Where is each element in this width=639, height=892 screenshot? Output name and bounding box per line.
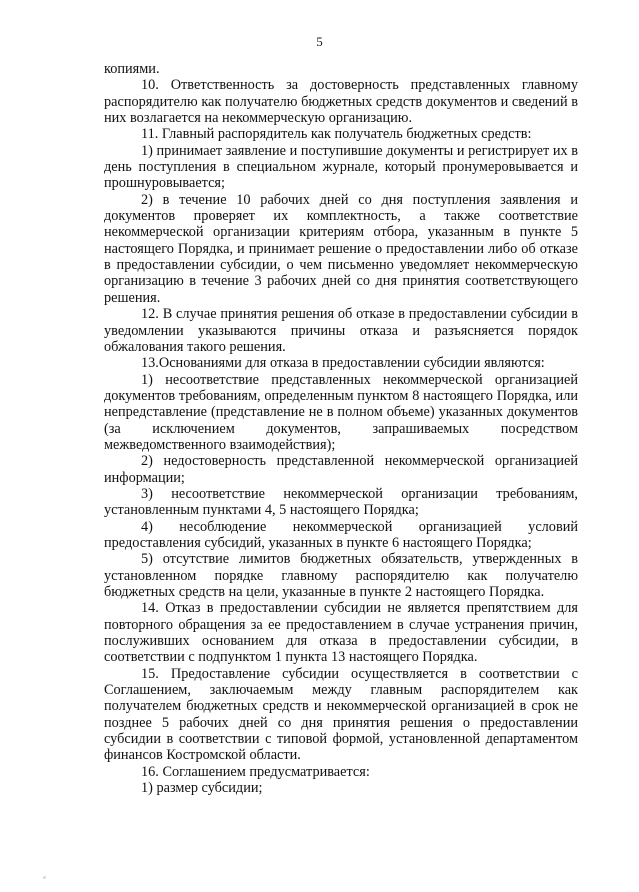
paragraph-continuation: копиями. — [104, 61, 160, 77]
paragraph-item-11-2: 2) в течение 10 рабочих дней со дня поступления заявления и документов проверяет их комплектность, а также соответствие некоммерческой организации критериям отбора, указанным в пункте 5 настоящего Порядка, и принимает решение о предоставлении либо об отказе в предоставлении субсидии, о чем письменно уведомляет некоммерческую организацию в течение 3 рабочих дней со дня принятия соответствующего решения. — [104, 191, 578, 306]
page-number: 5 — [316, 34, 323, 49]
scan-speck — [43, 876, 46, 879]
paragraph-item-11-1: 1) принимает заявление и поступившие документы и регистрирует их в день поступления в специальном журнале, который пронумеровывается и прошнуровывается; — [104, 142, 578, 192]
paragraph-item-13-3: 3) несоответствие некоммерческой организации требованиям, установленным пунктами 4, 5 настоящего Порядка; — [104, 485, 578, 519]
paragraph-item-15: 15. Предоставление субсидии осуществляется в соответствии с Соглашением, заключаемым между главным распорядителем как получателем бюджетных средств и некоммерческой организацией в срок не позднее 5 рабочих дней со дня принятия решения о предоставлении субсидии в соответствии с типовой формой, установленной департаментом финансов Костромской области. — [104, 665, 578, 764]
paragraph-item-13-2: 2) недостоверность представленной некоммерческой организацией информации; — [104, 453, 578, 486]
paragraph-item-13-5: 5) отсутствие лимитов бюджетных обязательств, утвержденных в установленном порядке главному распорядителю как получателю бюджетных средств на цели, указанные в пункте 2 настоящего Порядка. — [104, 551, 578, 600]
document-body — [104, 61, 578, 796]
paragraph-item-11: 11. Главный распорядитель как получатель бюджетных средств: — [141, 126, 532, 143]
paragraph-item-16: 16. Соглашением предусматривается: — [141, 763, 370, 780]
paragraph-item-13-1: 1) несоответствие представленных некоммерческой организацией документов требованиям, определенным пунктом 8 настоящего Порядка, или непредставление (представление не в полном объеме) указанных документов (за исключением документов, запрашиваемых посредством межведомственного взаимодействия); — [104, 371, 578, 453]
paragraph-item-10: 10. Ответственность за достоверность представленных главному распорядителю как получателю бюджетных средств документов и сведений в них возлагается на некоммерческую организацию. — [104, 77, 578, 127]
paragraph-item-13-4: 4) несоблюдение некоммерческой организацией условий предоставления субсидий, указанных в пункте 6 настоящего Порядка; — [104, 518, 578, 551]
paragraph-item-12: 12. В случае принятия решения об отказе в предоставлении субсидии в уведомлении указываются причины отказа и разъясняется порядок обжалования такого решения. — [104, 306, 578, 355]
paragraph-item-14: 14. Отказ в предоставлении субсидии не является препятствием для повторного обращения за ее предоставлением в случае устранения причин, послуживших основанием для отказа в предоставлении субсидии, в соответствии с подпунктом 1 пункта 13 настоящего Порядка. — [104, 600, 578, 666]
paragraph-item-16-1: 1) размер субсидии; — [141, 780, 263, 797]
paragraph-item-13: 13.Основаниями для отказа в предоставлении субсидии являются: — [141, 355, 545, 372]
